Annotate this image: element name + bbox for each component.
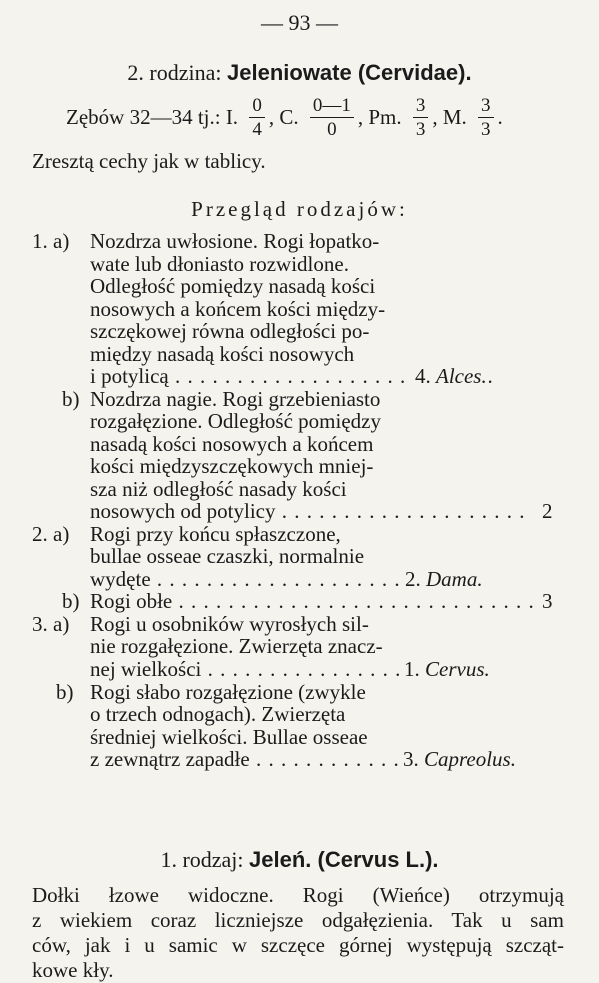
- key-line: nosowych a końcem kości między-: [90, 297, 386, 321]
- key-line: Odległość pomiędzy nasadą kości: [90, 274, 376, 298]
- key-line-leader: [90, 590, 535, 613]
- key-label: b): [56, 680, 74, 704]
- key-label: 2. a): [32, 522, 70, 546]
- result-number: 3.: [403, 747, 419, 771]
- other-traits: Zresztą cechy jak w tablicy.: [32, 149, 266, 173]
- key-label: 3. a): [32, 612, 70, 636]
- key-line: średniej wielkości. Bullae osseae: [90, 725, 368, 749]
- canine-lower: 0: [327, 119, 337, 140]
- result-number: 1.: [404, 657, 420, 681]
- genus-cervus: Cervus.: [425, 657, 490, 681]
- canine-upper: 0—1: [312, 95, 351, 116]
- key-line: nosowych od potylicy: [90, 500, 276, 523]
- canine-fraction: [310, 96, 354, 139]
- key-line: i potylicą: [90, 365, 169, 388]
- paragraph-line: ców, jak i u samic w szczęce górnej występują szcząt-: [32, 933, 564, 957]
- family-heading-name: Jeleniowate (Cervidae).: [227, 60, 472, 85]
- genus-dama: Dama.: [426, 567, 483, 591]
- key-line: kości międzyszczękowych mniej-: [90, 454, 374, 478]
- genus-heading: [0, 847, 599, 873]
- premolar-fraction: [413, 96, 429, 139]
- key-line-leader: [90, 568, 402, 591]
- key-line: bullae osseae czaszki, normalnie: [90, 544, 365, 568]
- incisor-lower: 4: [252, 119, 262, 140]
- canine-label: , C.: [268, 105, 299, 129]
- key-line-leader: [90, 658, 400, 681]
- tooth-formula-prefix: Zębów 32—34 tj.: I.: [66, 105, 239, 129]
- genus-heading-prefix: 1. rodzaj:: [160, 847, 250, 872]
- key-line: nie rozgałęzione. Zwierzęta znacz-: [90, 634, 383, 658]
- key-line: Rogi u osobników wyrosłych sil-: [90, 612, 369, 636]
- molar-lower: 3: [481, 119, 491, 140]
- key-result: 2: [542, 499, 553, 523]
- key-line: wate lub dłoniasto rozwidlone.: [90, 252, 349, 276]
- key-label: b): [62, 387, 80, 411]
- key-line: Rogi przy końcu spłaszczone,: [90, 522, 341, 546]
- key-result: [411, 365, 487, 388]
- genus-capreolus: Capreolus.: [424, 747, 516, 771]
- genus-heading-name: Jeleń. (Cervus L.).: [249, 847, 439, 872]
- key-line-leader: [90, 500, 530, 523]
- key-line-leader: [90, 748, 398, 771]
- key-line: sza niż odległość nasady kości: [90, 477, 347, 501]
- genus-alces: Alces.: [436, 364, 487, 388]
- key-line: szczękowej równa odległości po-: [90, 319, 370, 343]
- family-heading-prefix: 2. rodzina:: [127, 60, 228, 85]
- formula-end: .: [497, 105, 503, 129]
- key-label: b): [62, 589, 80, 613]
- key-line: o trzech odnogach). Zwierzęta: [90, 702, 346, 726]
- genus-description: [32, 883, 564, 983]
- key-line: nasadą kości nosowych a końcem: [90, 432, 374, 456]
- premolar-upper: 3: [415, 95, 426, 116]
- incisor-upper: 0: [252, 95, 262, 116]
- key-line: nej wielkości: [90, 658, 202, 681]
- premolar-label: , Pm.: [357, 105, 402, 129]
- result-number: 4.: [415, 364, 431, 388]
- key-heading: Przegląd rodzajów:: [191, 197, 408, 221]
- paragraph-line: kowe kły.: [32, 958, 114, 982]
- page-number: — 93 —: [261, 10, 338, 35]
- key-line: wydęte: [90, 568, 151, 591]
- key-line: Rogi słabo rozgałęzione (zwykle: [90, 680, 366, 704]
- family-heading: [0, 60, 599, 86]
- key-line: Nozdrza uwłosione. Rogi łopatko-: [90, 229, 380, 253]
- incisor-fraction: [249, 96, 265, 139]
- key-result: [405, 568, 483, 591]
- key-result: 3: [542, 589, 553, 613]
- molar-label: , M.: [432, 105, 467, 129]
- key-result: [403, 748, 516, 771]
- key-line: rozgałęzione. Odległość pomiędzy: [90, 409, 381, 433]
- molar-fraction: [478, 96, 494, 139]
- key-result: [404, 658, 490, 681]
- premolar-lower: 3: [415, 119, 426, 140]
- key-line: między nasadą kości nosowych: [90, 342, 355, 366]
- paragraph-line: Dołki łzowe widoczne. Rogi (Wieńce) otrzymują: [32, 883, 564, 907]
- key-label: 1. a): [32, 229, 70, 253]
- key-line: Nozdrza nagie. Rogi grzebieniasto: [90, 387, 381, 411]
- molar-upper: 3: [481, 95, 491, 116]
- result-number: 2.: [405, 567, 421, 591]
- paragraph-line: z wiekiem coraz liczniejsze odgałęzienia. Tak u sam: [32, 908, 564, 932]
- key-line: Rogi obłe: [90, 590, 173, 613]
- key-line: z zewnątrz zapadłe: [90, 748, 250, 771]
